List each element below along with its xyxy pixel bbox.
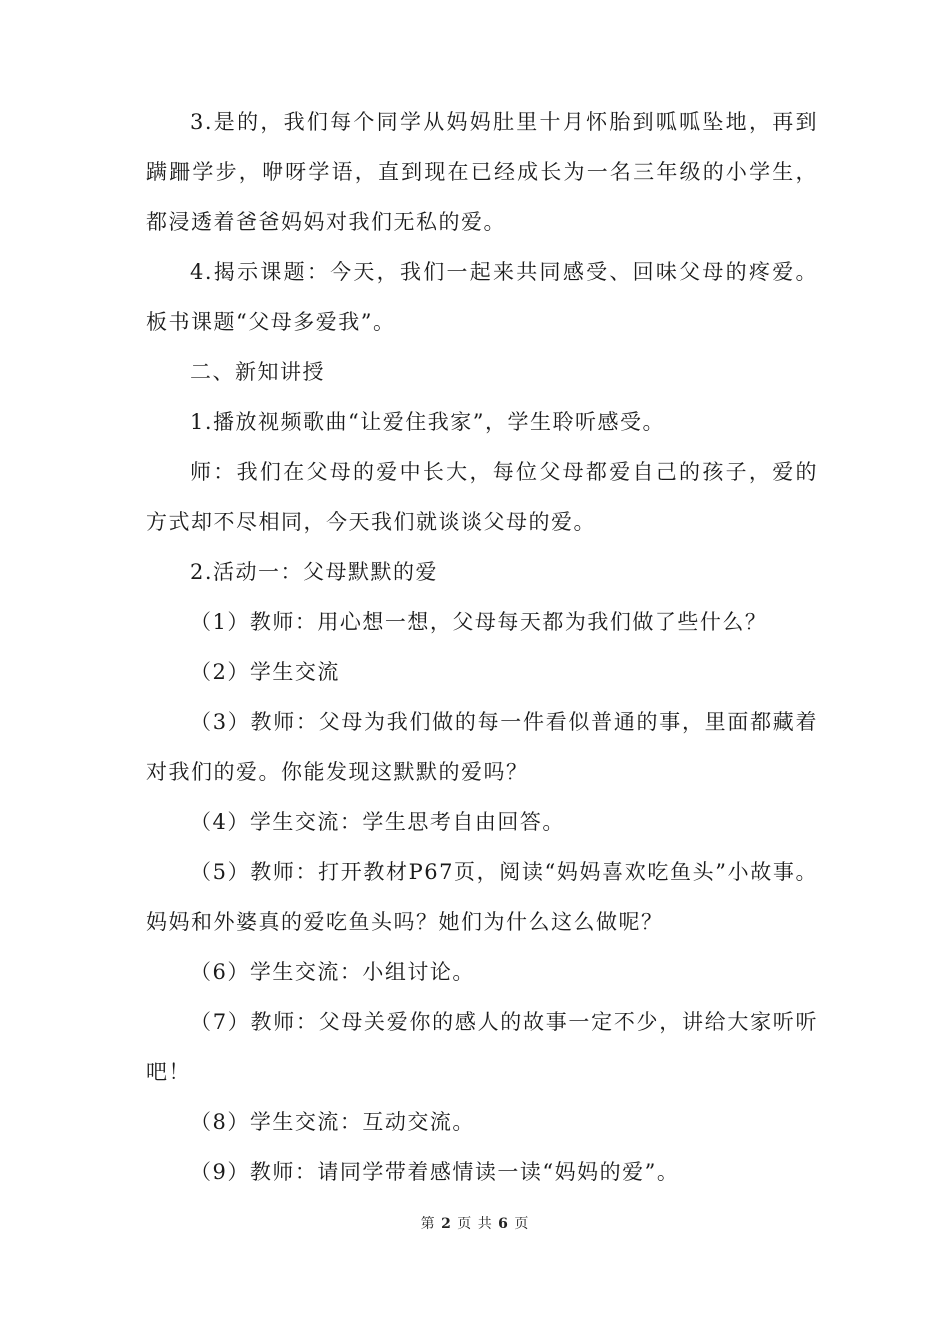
paragraph: （1）教师：用心想一想，父母每天都为我们做了些什么？ <box>190 610 768 634</box>
paragraph: （6）学生交流：小组讨论。 <box>190 960 475 984</box>
page-total: 6 <box>498 1216 509 1232</box>
section-heading: 二、新知讲授 <box>190 360 325 384</box>
document-body <box>146 97 818 1197</box>
footer-middle: 页 共 <box>457 1216 493 1232</box>
paragraph: （5）教师：打开教材P67页，阅读“妈妈喜欢吃鱼头”小故事。妈妈和外婆真的爱吃鱼头吗？她们为什么这么做呢？ <box>146 860 818 934</box>
paragraph: 3.是的，我们每个同学从妈妈肚里十月怀胎到呱呱坠地，再到蹒跚学步，咿呀学语，直到现在已经成长为一名三年级的小学生，都浸透着爸爸妈妈对我们无私的爱。 <box>146 110 818 234</box>
paragraph: （2）学生交流 <box>190 660 340 684</box>
paragraph: （4）学生交流：学生思考自由回答。 <box>190 810 565 834</box>
paragraph: （3）教师：父母为我们做的每一件看似普通的事，里面都藏着对我们的爱。你能发现这默默的爱吗？ <box>146 710 818 784</box>
paragraph: 4.揭示课题：今天，我们一起来共同感受、回味父母的疼爱。板书课题“父母多爱我”。 <box>146 260 818 334</box>
paragraph: （9）教师：请同学带着感情读一读“妈妈的爱”。 <box>190 1160 680 1184</box>
paragraph: （7）教师：父母关爱你的感人的故事一定不少，讲给大家听听吧！ <box>146 1010 818 1084</box>
page-number: 2 <box>441 1216 452 1232</box>
page-footer <box>0 1213 950 1233</box>
paragraph: 1.播放视频歌曲“让爱住我家”，学生聆听感受。 <box>190 410 666 434</box>
footer-suffix: 页 <box>514 1216 530 1232</box>
paragraph: 2.活动一：父母默默的爱 <box>190 560 439 584</box>
paragraph: 师：我们在父母的爱中长大，每位父母都爱自己的孩子，爱的方式却不尽相同，今天我们就谈谈父母的爱。 <box>146 460 818 534</box>
footer-prefix: 第 <box>420 1216 436 1232</box>
paragraph: （8）学生交流：互动交流。 <box>190 1110 475 1134</box>
